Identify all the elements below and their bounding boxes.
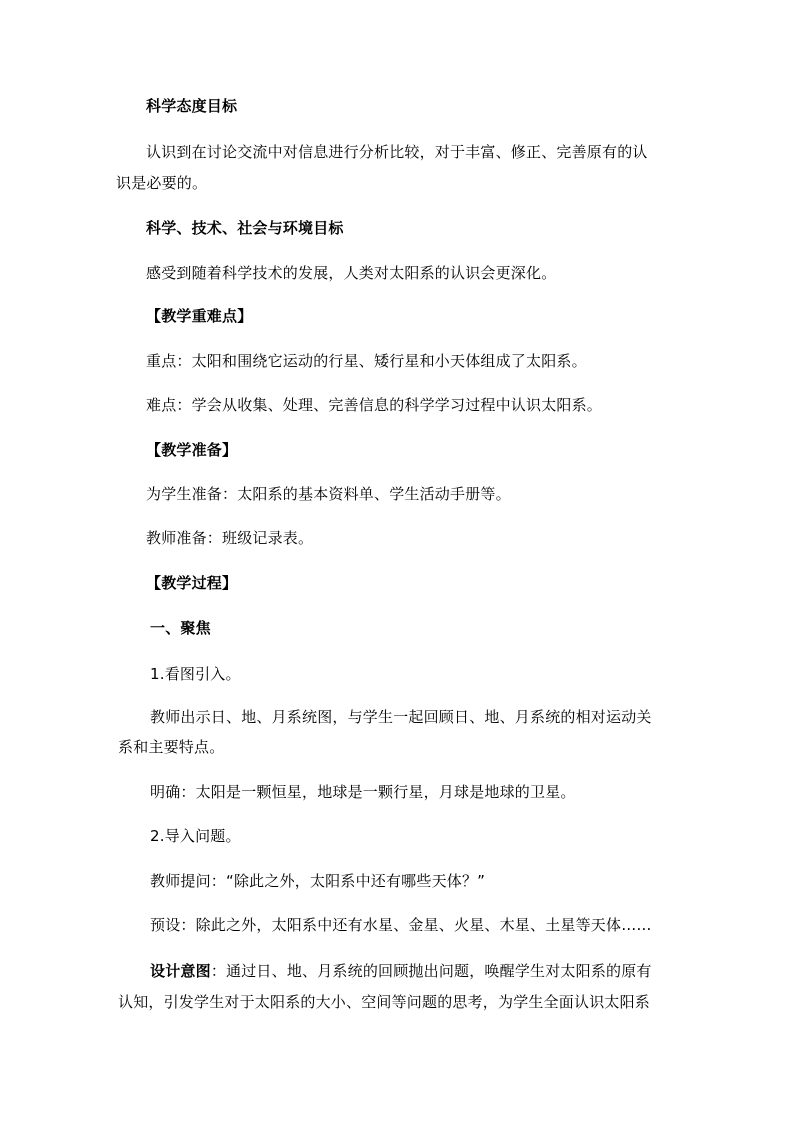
paragraph-student-preparation: 为学生准备：太阳系的基本资料单、学生活动手册等。 — [146, 485, 511, 503]
paragraph-preset-answer: 预设：除此之外，太阳系中还有水星、金星、火星、木星、土星等天体…… — [150, 916, 652, 934]
paragraph-difficult-point: 难点：学会从收集、处理、完善信息的科学学习过程中认识太阳系。 — [146, 396, 603, 414]
paragraph-teacher-preparation: 教师准备：班级记录表。 — [146, 529, 314, 547]
paragraph-step-1: 1.看图引入。 — [150, 665, 241, 683]
design-intent-label: 设计意图 — [150, 962, 211, 980]
paragraph-attitude-line-2: 识是必要的。 — [116, 174, 208, 192]
heading-teaching-preparation: 【教学准备】 — [146, 441, 238, 459]
paragraph-step-1-line-1: 教师出示日、地、月系统图，与学生一起回顾日、地、月系统的相对运动关 — [150, 708, 652, 726]
paragraph-clarify: 明确：太阳是一颗恒星，地球是一颗行星，月球是地球的卫星。 — [150, 783, 576, 801]
heading-sts-goal: 科学、技术、社会与环境目标 — [146, 219, 344, 237]
heading-focus: 一、聚焦 — [150, 619, 211, 637]
paragraph-design-intent-line-1 — [150, 961, 652, 981]
paragraph-attitude-line-1: 认识到在讨论交流中对信息进行分析比较，对于丰富、修正、完善原有的认 — [146, 143, 648, 161]
design-intent-text: ：通过日、地、月系统的回顾抛出问题，唤醒学生对太阳系的原有 — [210, 962, 652, 980]
paragraph-teacher-question: 教师提问：“除此之外，太阳系中还有哪些天体？” — [150, 872, 486, 890]
heading-key-difficult-points: 【教学重难点】 — [146, 307, 253, 325]
paragraph-step-2: 2.导入问题。 — [150, 827, 241, 845]
paragraph-sts: 感受到随着科学技术的发展，人类对太阳系的认识会更深化。 — [146, 264, 557, 282]
paragraph-design-intent-line-2: 认知，引发学生对于太阳系的大小、空间等问题的思考，为学生全面认识太阳系 — [118, 993, 651, 1011]
heading-teaching-process: 【教学过程】 — [146, 574, 238, 592]
paragraph-key-point: 重点：太阳和围绕它运动的行星、矮行星和小天体组成了太阳系。 — [146, 352, 587, 370]
heading-science-attitude-goal: 科学态度目标 — [146, 97, 238, 115]
paragraph-step-1-line-2: 系和主要特点。 — [118, 738, 225, 756]
